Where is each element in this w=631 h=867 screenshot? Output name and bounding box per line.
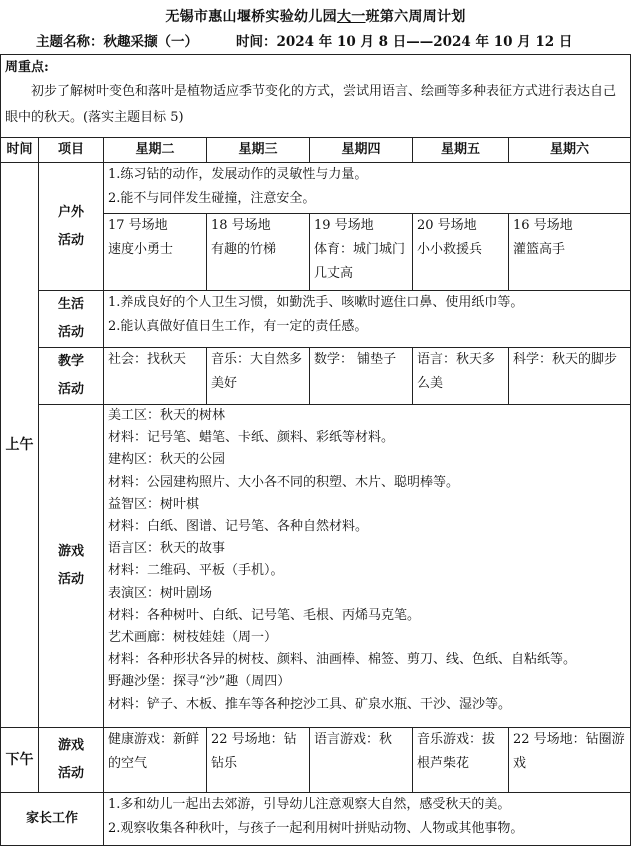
afternoon-game-label bbox=[39, 728, 104, 793]
area-name: 艺术画廊：树枝娃娃（周一） bbox=[108, 630, 278, 646]
focus-heading: 周重点: bbox=[5, 60, 49, 75]
activity-name: 速度小勇士 bbox=[108, 242, 174, 257]
materials-line: 材料：铲子、木板、推车等各种挖沙工具、矿泉水瓶、干沙、湿沙等。 bbox=[108, 696, 512, 712]
subtitle bbox=[36, 30, 572, 50]
area-name: 建构区：秋天的公园 bbox=[108, 452, 226, 468]
outdoor-label-text: 户外活动 bbox=[57, 204, 84, 248]
teaching-row bbox=[1, 348, 631, 405]
activity-name: 有趣的竹梯 bbox=[211, 242, 277, 257]
teaching-cell: 语言：秋天多么美 bbox=[413, 348, 509, 405]
header-day: 星期六 bbox=[509, 138, 631, 163]
header-day: 星期四 bbox=[310, 138, 413, 163]
title-class: 大一 bbox=[336, 9, 366, 25]
morning-label: 上午 bbox=[1, 163, 39, 728]
afternoon-cell: 22 号场地：钻钻乐 bbox=[207, 728, 310, 793]
area-name: 野趣沙堡：探寻“沙”趣（周四） bbox=[108, 674, 291, 690]
activity-name: 灌篮高手 bbox=[513, 242, 566, 257]
materials-line: 材料：各种形状各异的树枝、颜料、油画棒、棉签、剪刀、线、色纸、自粘纸等。 bbox=[108, 652, 577, 668]
teaching-cell: 数学： 铺垫子 bbox=[310, 348, 413, 405]
game-content bbox=[104, 405, 631, 728]
game-row bbox=[1, 405, 631, 728]
field-number: 18 号场地 bbox=[211, 218, 271, 233]
area-name: 益智区：树叶棋 bbox=[108, 496, 200, 512]
theme-name: 主题名称：秋趣采撷（一） bbox=[36, 34, 198, 50]
outdoor-cell bbox=[310, 214, 413, 291]
materials-line: 材料：各种树叶、白纸、记号笔、毛根、丙烯马克笔。 bbox=[108, 607, 421, 623]
teaching-cell: 音乐：大自然多美好 bbox=[207, 348, 310, 405]
area-name: 美工区：秋天的树林 bbox=[108, 408, 226, 423]
outdoor-cell bbox=[207, 214, 310, 291]
goal-line: 2.能不与同伴发生碰撞，注意安全。 bbox=[108, 191, 316, 206]
outdoor-cell bbox=[413, 214, 509, 291]
family-line: 1.多和幼儿一起出去郊游，引导幼儿注意观察大自然，感受秋天的美。 bbox=[108, 797, 511, 812]
field-number: 17 号场地 bbox=[108, 218, 168, 233]
materials-line: 材料：白纸、图谱、记号笔、各种自然材料。 bbox=[108, 519, 369, 535]
focus-row bbox=[1, 55, 631, 138]
game-label-text: 游戏活动 bbox=[57, 544, 84, 587]
field-number: 16 号场地 bbox=[513, 218, 573, 233]
time-range: 时间：2024 年 10 月 8 日——2024 年 10 月 12 日 bbox=[236, 34, 573, 50]
area-name: 语言区：秋天的故事 bbox=[108, 541, 226, 557]
header-day: 星期三 bbox=[207, 138, 310, 163]
life-row bbox=[1, 291, 631, 348]
header-day: 星期二 bbox=[104, 138, 207, 163]
area-name: 表演区：树叶剧场 bbox=[108, 585, 213, 601]
materials-line: 材料：记号笔、蜡笔、卡纸、颜料、彩纸等材料。 bbox=[108, 430, 395, 446]
header-item: 项目 bbox=[39, 138, 104, 163]
family-label: 家长工作 bbox=[1, 793, 104, 846]
life-goals bbox=[104, 291, 631, 348]
afternoon-row bbox=[1, 728, 631, 793]
outdoor-cell bbox=[509, 214, 631, 291]
afternoon-cell: 音乐游戏：拔根芦柴花 bbox=[413, 728, 509, 793]
life-label bbox=[39, 291, 104, 348]
page-title bbox=[0, 6, 631, 26]
afternoon-game-label-text: 游戏活动 bbox=[57, 738, 84, 781]
goal-line: 1.练习钻的动作，发展动作的灵敏性与力量。 bbox=[108, 167, 368, 182]
teaching-cell: 科学：秋天的脚步 bbox=[509, 348, 631, 405]
outdoor-goals bbox=[104, 163, 631, 214]
afternoon-cell: 语言游戏：秋 bbox=[310, 728, 413, 793]
life-label-text: 生活活动 bbox=[57, 297, 84, 340]
afternoon-label: 下午 bbox=[1, 728, 39, 793]
outdoor-cell bbox=[104, 214, 207, 291]
teaching-label-text: 教学活动 bbox=[57, 354, 84, 397]
title-prefix: 无锡市惠山堰桥实验幼儿园 bbox=[165, 9, 337, 25]
family-content bbox=[104, 793, 631, 846]
focus-text: 初步了解树叶变色和落叶是植物适应季节变化的方式，尝试用语言、绘画等多种表征方式进行表达自己眼中的秋天。(落实主题目标 5) bbox=[5, 84, 617, 125]
header-day: 星期五 bbox=[413, 138, 509, 163]
family-line: 2.观察收集各种秋叶，与孩子一起利用树叶拼贴动物、人物或其他事物。 bbox=[108, 821, 524, 836]
focus-cell bbox=[1, 55, 631, 138]
family-row bbox=[1, 793, 631, 846]
afternoon-cell: 健康游戏：新鲜的空气 bbox=[104, 728, 207, 793]
activity-name: 体育：城门城门几丈高 bbox=[314, 242, 406, 281]
field-number: 20 号场地 bbox=[417, 218, 477, 233]
activity-name: 小小救援兵 bbox=[417, 242, 483, 257]
outdoor-goals-row bbox=[1, 163, 631, 214]
plan-table bbox=[0, 54, 631, 846]
teaching-label bbox=[39, 348, 104, 405]
header-row bbox=[1, 138, 631, 163]
goal-line: 2.能认真做好值日生工作，有一定的责任感。 bbox=[108, 319, 368, 334]
outdoor-label bbox=[39, 163, 104, 291]
title-suffix: 班第六周周计划 bbox=[365, 9, 466, 25]
field-number: 19 号场地 bbox=[314, 218, 374, 233]
materials-line: 材料：二维码、平板（手机）。 bbox=[108, 563, 284, 579]
teaching-cell: 社会：找秋天 bbox=[104, 348, 207, 405]
game-label bbox=[39, 405, 104, 728]
header-time: 时间 bbox=[1, 138, 39, 163]
afternoon-cell: 22 号场地：钻圈游戏 bbox=[509, 728, 631, 793]
goal-line: 1.养成良好的个人卫生习惯，如勤洗手、咳嗽时遮住口鼻、使用纸巾等。 bbox=[108, 295, 524, 310]
materials-line: 材料：公园建构照片、大小各不同的积塑、木片、聪明棒等。 bbox=[108, 474, 460, 490]
